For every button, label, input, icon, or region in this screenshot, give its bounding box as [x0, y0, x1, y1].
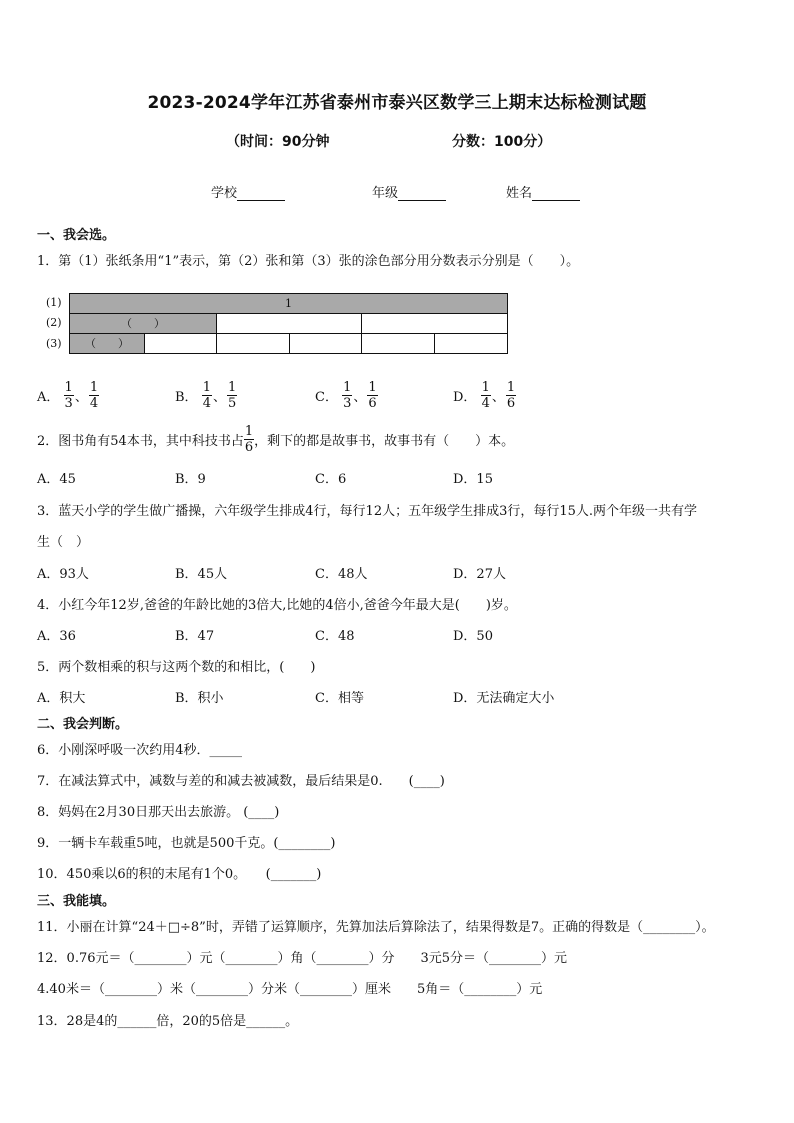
- strip-3-part: [144, 333, 217, 354]
- q2-option-b[interactable]: B．9: [175, 472, 206, 487]
- fraction: [506, 380, 516, 411]
- denominator: 5: [228, 396, 237, 411]
- denominator: 3: [64, 396, 73, 411]
- separator: 、: [491, 390, 505, 405]
- fraction: [342, 380, 352, 411]
- strip-3-part: [361, 333, 435, 354]
- school-label: 学校: [211, 186, 238, 201]
- q3-option-b[interactable]: B．45人: [175, 567, 228, 582]
- name-label: 姓名: [506, 186, 533, 201]
- denominator: 3: [343, 396, 352, 411]
- time-label: （时间：90分钟: [226, 134, 330, 150]
- fraction: [367, 380, 377, 411]
- q3-option-d[interactable]: D．27人: [453, 567, 506, 582]
- strip-2-part: [216, 313, 362, 334]
- question-8-text: 8．妈妈在2月30日那天出去旅游。 (____): [37, 805, 280, 820]
- question-5-text: 5．两个数相乘的积与这两个数的和相比，( ): [37, 660, 316, 675]
- numerator: 1: [368, 380, 377, 395]
- q1-option-d[interactable]: [453, 380, 516, 411]
- section-fill-heading: 三、我能填。: [37, 894, 116, 909]
- denominator: 4: [89, 396, 99, 411]
- section-judge-heading: 二、我会判断。: [37, 717, 129, 732]
- q1-option-b[interactable]: [175, 380, 237, 411]
- numerator: 1: [64, 380, 73, 395]
- score-label: 分数：100分）: [452, 134, 552, 150]
- q5-option-d[interactable]: D．无法确定大小: [453, 691, 555, 706]
- section-choice-heading: 一、我会选。: [37, 228, 116, 243]
- q2-option-a[interactable]: A．45: [37, 472, 76, 487]
- school-blank: [237, 186, 285, 201]
- fraction: [89, 380, 99, 411]
- question-1-text: 1．第（1）张纸条用“1”表示，第（2）张和第（3）张的涂色部分用分数表示分别是（ ）。: [37, 254, 580, 269]
- fraction: [227, 380, 237, 411]
- strip-3-shaded-part: （ ）: [69, 333, 145, 354]
- q5-option-c[interactable]: C．相等: [315, 691, 364, 706]
- denominator: 6: [506, 396, 516, 411]
- q2-option-d[interactable]: D．15: [453, 472, 493, 487]
- q4-option-a[interactable]: A．36: [37, 629, 76, 644]
- question-10-text: 10．450乘以6的积的末尾有1个0。 (_______): [37, 867, 322, 882]
- q2-text-b: ，剩下的都是故事书，故事书有（ ）本。: [254, 434, 515, 449]
- fraction: [64, 380, 74, 411]
- separator: 、: [212, 390, 226, 405]
- q3-option-c[interactable]: C．48人: [315, 567, 368, 582]
- numerator: 1: [506, 380, 516, 395]
- q2-option-c[interactable]: C．6: [315, 472, 347, 487]
- row-label-2: (2): [46, 316, 62, 329]
- strip-3-part: [216, 333, 290, 354]
- question-13-text: 13．28是4的______倍，20的5倍是______。: [37, 1014, 299, 1029]
- fraction: [202, 380, 212, 411]
- question-7-text: 7．在减法算式中，减数与差的和减去被减数，最后结果是0. (____): [37, 774, 445, 789]
- q4-option-b[interactable]: B．47: [175, 629, 215, 644]
- option-letter: A．: [37, 390, 60, 405]
- numerator: 1: [228, 380, 237, 395]
- row-label-1: (1): [46, 296, 62, 309]
- option-letter: D．: [453, 390, 477, 405]
- question-3-line-2: 生（ ）: [37, 535, 90, 550]
- name-blank: [532, 186, 580, 201]
- question-9-text: 9．一辆卡车载重5吨，也就是500千克。(________): [37, 836, 336, 851]
- q4-option-c[interactable]: C．48: [315, 629, 355, 644]
- grade-blank: [398, 186, 446, 201]
- grade-field: [372, 182, 446, 201]
- option-letter: C．: [315, 390, 338, 405]
- q5-option-b[interactable]: B．积小: [175, 691, 224, 706]
- strip-3-part: [434, 333, 508, 354]
- separator: 、: [353, 390, 367, 405]
- numerator: 1: [89, 380, 99, 395]
- q3-option-a[interactable]: A．93人: [37, 567, 89, 582]
- question-6-text: 6．小刚深呼吸一次约用4秒．_____: [37, 743, 243, 758]
- numerator: 1: [244, 424, 254, 439]
- question-4-text: 4．小红今年12岁,爸爸的年龄比她的3倍大,比她的4倍小,爸爸今年最大是( )岁。: [37, 598, 517, 613]
- question-11-text: 11．小丽在计算“24＋□÷8”时，弄错了运算顺序，先算加法后算除法了，结果得数是7。正确的得数是（________）。: [37, 920, 715, 935]
- numerator: 1: [481, 380, 490, 395]
- denominator: 4: [202, 396, 211, 411]
- question-12-line-1: 12．0.76元＝（________）元（________）角（________）分 3元5分＝（________）元: [37, 951, 568, 966]
- question-3-line-1: 3．蓝天小学的学生做广播操，六年级学生排成4行，每行12人；五年级学生排成3行，每行15人.两个年级一共有学: [37, 504, 698, 519]
- separator: 、: [74, 390, 88, 405]
- q4-option-d[interactable]: D．50: [453, 629, 493, 644]
- grade-label: 年级: [372, 186, 399, 201]
- row-label-3: (3): [46, 337, 62, 350]
- numerator: 1: [343, 380, 352, 395]
- school-field: [211, 182, 285, 201]
- name-field: [506, 182, 580, 201]
- strip-1: 1: [69, 293, 508, 314]
- q1-option-c[interactable]: [315, 380, 378, 411]
- strip-2-shaded-part: （ ）: [69, 313, 217, 334]
- fraction: [481, 380, 491, 411]
- denominator: 4: [481, 396, 490, 411]
- option-letter: B．: [175, 390, 198, 405]
- denominator: 6: [244, 440, 254, 455]
- question-12-line-2: 4.40米＝（________）米（________）分米（________）厘米 5角＝（________）元: [37, 982, 543, 997]
- q5-option-a[interactable]: A．积大: [37, 691, 86, 706]
- q1-option-a[interactable]: [37, 380, 99, 411]
- numerator: 1: [202, 380, 211, 395]
- question-2-text: [37, 424, 514, 455]
- q2-text-a: 2．图书角有54本书，其中科技书占: [37, 434, 244, 449]
- strip-2-part: [361, 313, 508, 334]
- fraction: [244, 424, 254, 455]
- page-title: 2023-2024学年江苏省泰州市泰兴区数学三上期末达标检测试题: [147, 93, 647, 113]
- denominator: 6: [368, 396, 377, 411]
- strip-3-part: [289, 333, 362, 354]
